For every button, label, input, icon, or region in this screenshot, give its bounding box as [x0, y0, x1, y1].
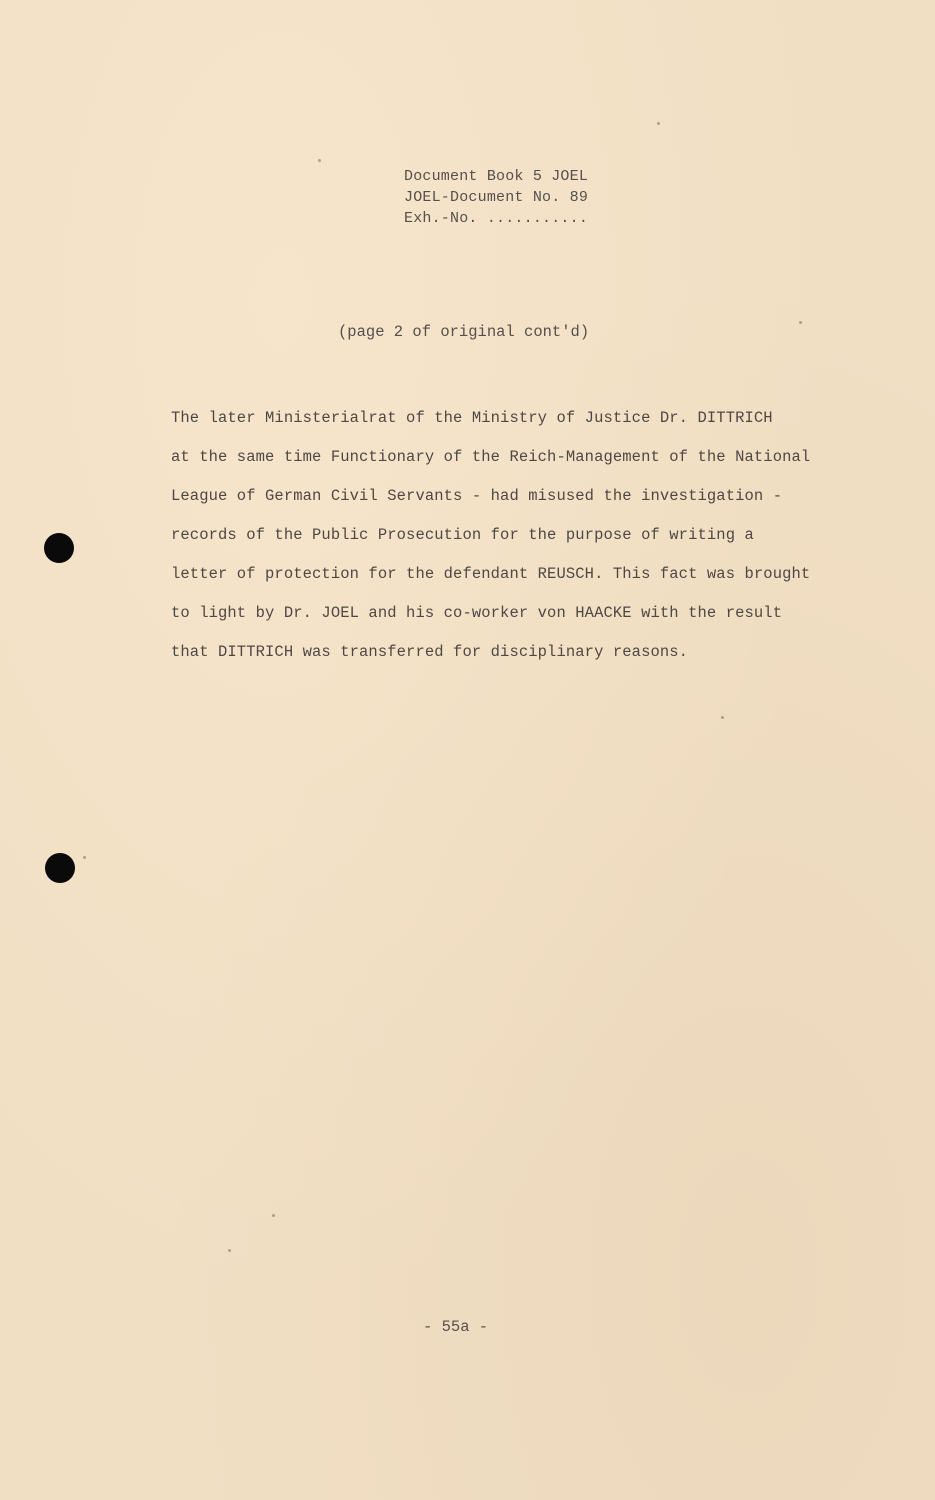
body-paragraph: [171, 399, 871, 672]
body-line: The later Ministerialrat of the Ministry of Justice Dr. DITTRICH: [171, 409, 773, 427]
punch-hole-bottom: [45, 853, 75, 883]
punch-hole-top: [44, 533, 74, 563]
body-line: at the same time Functionary of the Reich-Management of the National: [171, 448, 811, 466]
paper-speck: [228, 1249, 231, 1252]
paper-speck: [318, 159, 321, 162]
paper-speck: [272, 1214, 275, 1217]
paper-speck: [83, 856, 86, 859]
page-continuation-note: (page 2 of original cont'd): [338, 323, 590, 341]
paper-speck: [721, 716, 724, 719]
document-number-line: JOEL-Document No. 89: [404, 189, 589, 206]
document-book-line: Document Book 5 JOEL: [404, 168, 589, 185]
paper-speck: [799, 321, 802, 324]
body-line: that DITTRICH was transferred for disciplinary reasons.: [171, 643, 689, 661]
document-reference-header: [404, 166, 664, 229]
body-line: letter of protection for the defendant REUSCH. This fact was brought: [171, 565, 811, 583]
exhibit-number-line: Exh.-No. ...........: [404, 210, 589, 227]
body-line: League of German Civil Servants - had misused the investigation -: [171, 487, 783, 505]
body-line: to light by Dr. JOEL and his co-worker von HAACKE with the result: [171, 604, 783, 622]
body-line: records of the Public Prosecution for the purpose of writing a: [171, 526, 754, 544]
paper-speck: [657, 122, 660, 125]
page-number: - 55a -: [423, 1318, 489, 1336]
